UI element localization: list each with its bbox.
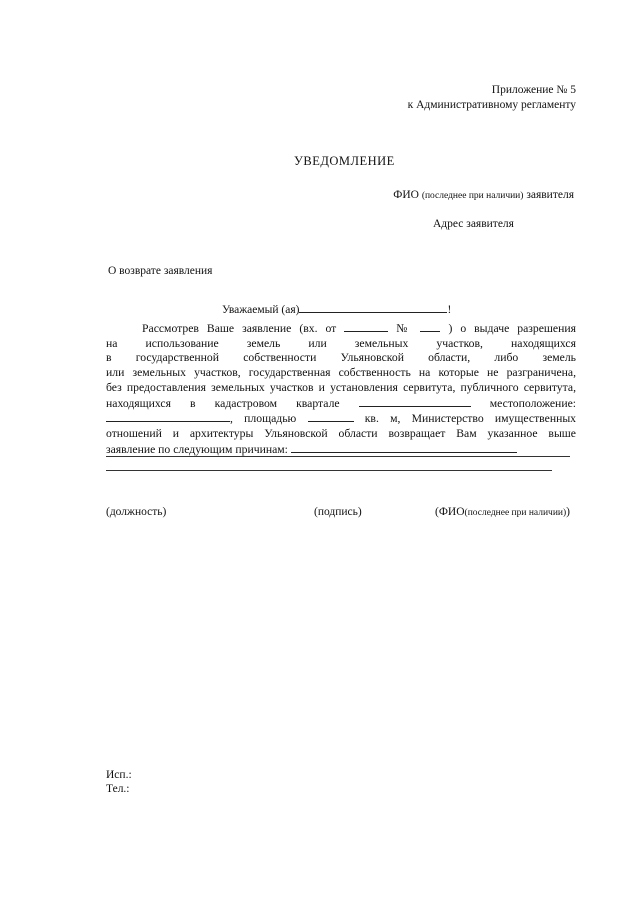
executor-label: Исп.:	[106, 769, 132, 781]
recipient-fio-note: (последнее при наличии)	[421, 191, 524, 201]
notice-body	[106, 321, 576, 457]
location-blank	[106, 411, 230, 422]
quarter-blank	[359, 396, 471, 407]
date-blank	[344, 321, 388, 332]
body-line-3: в государственной собственности Ульяновской области, либо земель	[106, 351, 576, 365]
fio-signature-label	[435, 506, 570, 519]
fio-note: (последнее при наличии)	[464, 508, 567, 518]
fio-label: (ФИО	[435, 506, 465, 518]
body-text: Рассмотрев Ваше заявление (вх. от	[142, 322, 337, 335]
recipient-address: Адрес заявителя	[433, 218, 514, 230]
reason-blank	[291, 442, 517, 453]
body-line-6	[106, 396, 576, 412]
area-blank	[308, 411, 354, 422]
document-title: УВЕДОМЛЕНИЕ	[294, 154, 395, 168]
recipient-fio	[393, 189, 574, 202]
recipient-fio-suffix: заявителя	[526, 189, 574, 201]
body-line-1	[106, 321, 576, 337]
name-blank	[299, 302, 447, 313]
body-line-7	[106, 411, 576, 427]
position-label: (должность)	[106, 506, 167, 518]
greeting-end: !	[447, 304, 452, 316]
appendix-label: Приложение № 5	[491, 84, 576, 96]
body-text: находящихся в кадастровом квартале	[106, 396, 340, 410]
fio-end: )	[566, 506, 570, 518]
greeting-line	[222, 302, 451, 317]
regulation-label: к Административному регламенту	[407, 99, 576, 111]
body-line-8: отношений и архитектуры Ульяновской области возвращает Вам указанное выше	[106, 426, 576, 440]
recipient-fio-label: ФИО	[393, 189, 419, 201]
body-text: кв. м, Министерство имущественных	[364, 412, 577, 426]
body-line-2: на использование земель или земельных участков, находящихся	[106, 336, 576, 350]
body-line-4: или земельных участков, государственная собственность на которые не разграничена,	[106, 366, 576, 380]
body-text: местоположение:	[489, 396, 577, 410]
reason-line-1	[106, 456, 570, 457]
body-line-5: без предоставления земельных участков и установления сервитута, публичного сервитута,	[106, 380, 576, 394]
greeting-text: Уважаемый (ая)	[222, 304, 300, 316]
number-sign: №	[396, 322, 413, 335]
reason-line-2	[106, 470, 552, 471]
body-line-9	[106, 442, 576, 458]
body-text: заявление по следующим причинам:	[106, 442, 288, 456]
body-text: , площадью	[230, 412, 297, 426]
subject-line: О возврате заявления	[108, 265, 213, 277]
number-blank	[420, 321, 440, 332]
body-text: ) о выдаче разрешения	[448, 322, 576, 335]
signature-label: (подпись)	[314, 506, 362, 518]
phone-label: Тел.:	[106, 783, 130, 795]
